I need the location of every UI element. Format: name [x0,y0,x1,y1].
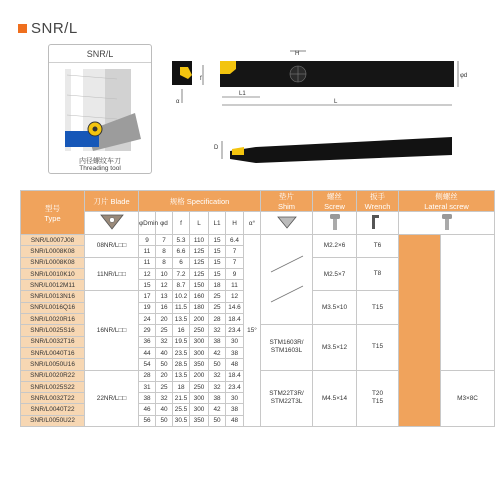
cell-d: 12 [156,280,173,291]
col-dmin: φDmin [139,212,156,235]
card-caption-cn: 内径螺纹车刀 [79,158,121,165]
header-lateral: 侧螺丝 Lateral screw [399,191,495,212]
cell-dmin: 56 [139,415,156,426]
cell-d: 40 [156,404,173,415]
cell-dmin: 46 [139,404,156,415]
cell-type: SNR/L0013N16 [21,291,85,302]
card-caption-en: Threading tool [79,165,121,172]
cell-type: SNR/L0050U22 [21,415,85,426]
cell-d: 10 [156,268,173,279]
cell-l1: 18 [209,280,226,291]
cell-f: 19.5 [173,336,190,347]
cell-l: 125 [190,257,209,268]
cell-type: SNR/L0025S16 [21,325,85,336]
card-title: SNR/L [86,49,114,59]
col-l: L [190,212,209,235]
table-header-row [21,191,495,212]
cell-h: 30 [226,393,244,404]
header-screw: 螺丝 Screw [313,191,357,212]
cell-l1: 32 [209,370,226,381]
cell-wrench: T8 [357,257,399,291]
cell-wrench: T15 [357,291,399,325]
label-l: L [334,99,338,105]
cell-f: 28.5 [173,359,190,370]
cell-l: 180 [190,302,209,313]
screw-icon [327,213,343,231]
cell-h: 18.4 [226,314,244,325]
cell-d: 25 [156,381,173,392]
blade-icon-cell [85,212,139,235]
cell-l: 160 [190,291,209,302]
cell-l: 300 [190,336,209,347]
insert-icon [99,213,125,231]
cell-shim [261,235,313,325]
cell-d: 8 [156,246,173,257]
cell-l: 300 [190,404,209,415]
section-header [18,18,78,38]
cell-blade: 16NR/L□□ [85,291,139,370]
cell-lateral [441,235,495,371]
cell-type: SNR/L0032T22 [21,393,85,404]
cell-f: 25.5 [173,404,190,415]
cell-type: SNR/L0016Q16 [21,302,85,313]
cell-l1: 15 [209,235,226,246]
cell-d: 50 [156,415,173,426]
header-spec: 规格 Specification [139,191,261,212]
cell-shim: STM1603R/ STM1603L [261,325,313,370]
header-blade: 刀片 Blade [85,191,139,212]
shim-icon [276,214,298,230]
cell-h: 48 [226,415,244,426]
cell-dmin: 29 [139,325,156,336]
cell-dmin: 9 [139,235,156,246]
cell-screw: M3.5×10 [313,291,357,325]
card-divider [49,62,151,63]
cell-h: 23.4 [226,325,244,336]
tool-type-card [48,44,152,174]
cell-l1: 38 [209,336,226,347]
col-h: H [226,212,244,235]
cell-l1: 32 [209,325,226,336]
cell-f: 7.2 [173,268,190,279]
cell-l1: 25 [209,291,226,302]
lateral-divider [399,235,441,427]
cell-h: 9 [226,268,244,279]
cell-d: 32 [156,336,173,347]
cell-type: SNR/L0008K08 [21,257,85,268]
header-wrench: 扳手 Wrench [357,191,399,212]
label-l1: L1 [239,91,246,97]
cell-h: 14.6 [226,302,244,313]
cell-l1: 32 [209,381,226,392]
cell-h: 7 [226,246,244,257]
cell-h: 18.4 [226,370,244,381]
header-type: 型号 Type [21,191,85,235]
cell-l1: 42 [209,347,226,358]
col-f: f [173,212,190,235]
cell-l: 250 [190,381,209,392]
cell-type: SNR/L0050U16 [21,359,85,370]
cell-l1: 50 [209,359,226,370]
cell-h: 12 [226,291,244,302]
cell-f: 30.5 [173,415,190,426]
spec-table [20,190,495,427]
cell-f: 16 [173,325,190,336]
cell-alpha: 15° [244,235,261,427]
wrench-icon [370,213,386,231]
cell-l: 200 [190,370,209,381]
label-h: H [295,51,300,57]
cell-dmin: 44 [139,347,156,358]
cell-dmin: 12 [139,268,156,279]
tool-dimension-drawing [160,45,470,175]
cell-f: 18 [173,381,190,392]
cell-type: SNR/L0040T16 [21,347,85,358]
cell-f: 13.5 [173,314,190,325]
label-phi-d: φd [460,73,468,79]
label-f: f [200,76,202,82]
cell-dmin: 11 [139,246,156,257]
cell-dmin: 38 [139,393,156,404]
cell-f: 23.5 [173,347,190,358]
cell-blade: 22NR/L□□ [85,370,139,426]
cell-wrench: T20 T15 [357,370,399,426]
cell-h: 38 [226,404,244,415]
cell-f: 21.5 [173,393,190,404]
table-row [21,235,495,246]
cell-dmin: 54 [139,359,156,370]
cell-d: 25 [156,325,173,336]
cell-blade: 11NR/L□□ [85,257,139,291]
cell-l: 300 [190,393,209,404]
cell-l: 350 [190,359,209,370]
cell-wrench: T6 [357,235,399,258]
cell-f: 10.2 [173,291,190,302]
cell-type: SNR/L0032T16 [21,336,85,347]
col-l1: L1 [209,212,226,235]
cell-h: 6.4 [226,235,244,246]
cell-l: 125 [190,246,209,257]
cell-type: SNR/L0012M11 [21,280,85,291]
cell-type: SNR/L0020R16 [21,314,85,325]
cell-type: SNR/L0040T22 [21,404,85,415]
cell-h: 7 [226,257,244,268]
cell-f: 11.5 [173,302,190,313]
cell-l: 300 [190,347,209,358]
cell-d: 13 [156,291,173,302]
cell-type: SNR/L0010K10 [21,268,85,279]
lateral-icon-cell [399,212,495,235]
header-shim: 垫片 Shim [261,191,313,212]
cell-l: 150 [190,280,209,291]
cell-shim: STM22T3R/ STM22T3L [261,370,313,426]
cell-l: 250 [190,325,209,336]
cell-d: 7 [156,235,173,246]
cell-h: 30 [226,336,244,347]
cell-dmin: 31 [139,381,156,392]
cell-f: 6 [173,257,190,268]
cell-d: 50 [156,359,173,370]
cell-l1: 28 [209,314,226,325]
cell-dmin: 24 [139,314,156,325]
cell-l1: 38 [209,393,226,404]
cell-wrench: T15 [357,325,399,370]
cell-l: 200 [190,314,209,325]
wrench-icon-cell [357,212,399,235]
cell-l: 350 [190,415,209,426]
cell-d: 8 [156,257,173,268]
cell-l: 110 [190,235,209,246]
cell-h: 23.4 [226,381,244,392]
table-icon-row [21,212,495,235]
cell-dmin: 28 [139,370,156,381]
cell-type: SNR/L0020R22 [21,370,85,381]
cell-screw: M4.5×14 [313,370,357,426]
cell-dmin: 11 [139,257,156,268]
cell-f: 5.3 [173,235,190,246]
cell-l1: 50 [209,415,226,426]
col-d: φd [156,212,173,235]
cell-f: 13.5 [173,370,190,381]
cell-screw: M2.2×6 [313,235,357,258]
lateral-screw-icon [439,213,455,231]
cell-screw: M2.5×7 [313,257,357,291]
cell-d: 32 [156,393,173,404]
cell-type: SNR/L0007J08 [21,235,85,246]
col-alpha: α° [244,212,261,235]
cell-d: 20 [156,370,173,381]
cell-type: SNR/L0008K08 [21,246,85,257]
cell-lateral: M3×8C [441,370,495,426]
cell-l1: 15 [209,268,226,279]
cell-d: 20 [156,314,173,325]
cell-d: 40 [156,347,173,358]
shim-icon-cell [261,212,313,235]
cell-dmin: 15 [139,280,156,291]
cell-h: 38 [226,347,244,358]
cell-l1: 25 [209,302,226,313]
section-title: SNR/L [31,19,78,37]
cell-h: 48 [226,359,244,370]
threading-tool-icon [57,67,145,153]
cell-type: SNR/L0025S22 [21,381,85,392]
screw-icon-cell [313,212,357,235]
cell-blade: 08NR/L□□ [85,235,139,258]
cell-l1: 15 [209,246,226,257]
header-marker [18,24,27,33]
cell-l: 125 [190,268,209,279]
no-shim-diagonal [265,248,309,308]
cell-h: 11 [226,280,244,291]
cell-dmin: 17 [139,291,156,302]
cell-dmin: 36 [139,336,156,347]
label-alpha: α [176,99,180,105]
label-d: D [214,145,219,151]
cell-d: 16 [156,302,173,313]
cell-screw: M3.5×12 [313,325,357,370]
cell-l1: 15 [209,257,226,268]
cell-f: 8.7 [173,280,190,291]
cell-l1: 42 [209,404,226,415]
cell-dmin: 19 [139,302,156,313]
cell-f: 6.6 [173,246,190,257]
